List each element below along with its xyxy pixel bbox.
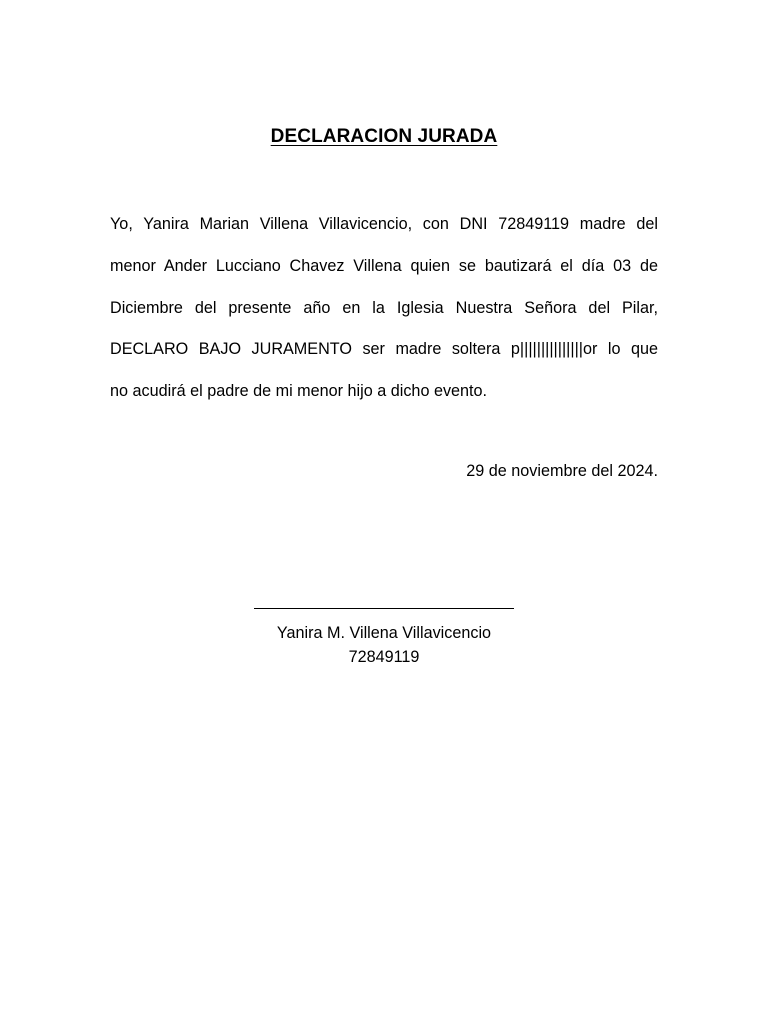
document-date: 29 de noviembre del 2024. [466,462,658,480]
document-title: DECLARACION JURADA [270,126,498,147]
body-line-4: DECLARO BAJO JURAMENTO ser madre soltera p|||||||||||||||or lo que [110,340,658,359]
signatory-dni: 72849119 [348,648,420,666]
body-line-3: Diciembre del presente año en la Iglesia Nuestra Señora del Pilar, [110,298,658,317]
signature-line [254,608,514,609]
body-line-1: Yo, Yanira Marian Villena Villavicencio, con DNI 72849119 madre del [110,215,658,233]
body-line-2: menor Ander Lucciano Chavez Villena quien se bautizará el día 03 de [110,256,658,275]
declaration-body [110,204,658,413]
body-line-5: no acudirá el padre de mi menor hijo a dicho evento. [110,382,488,401]
signatory-name: Yanira M. Villena Villavicencio [276,624,492,642]
